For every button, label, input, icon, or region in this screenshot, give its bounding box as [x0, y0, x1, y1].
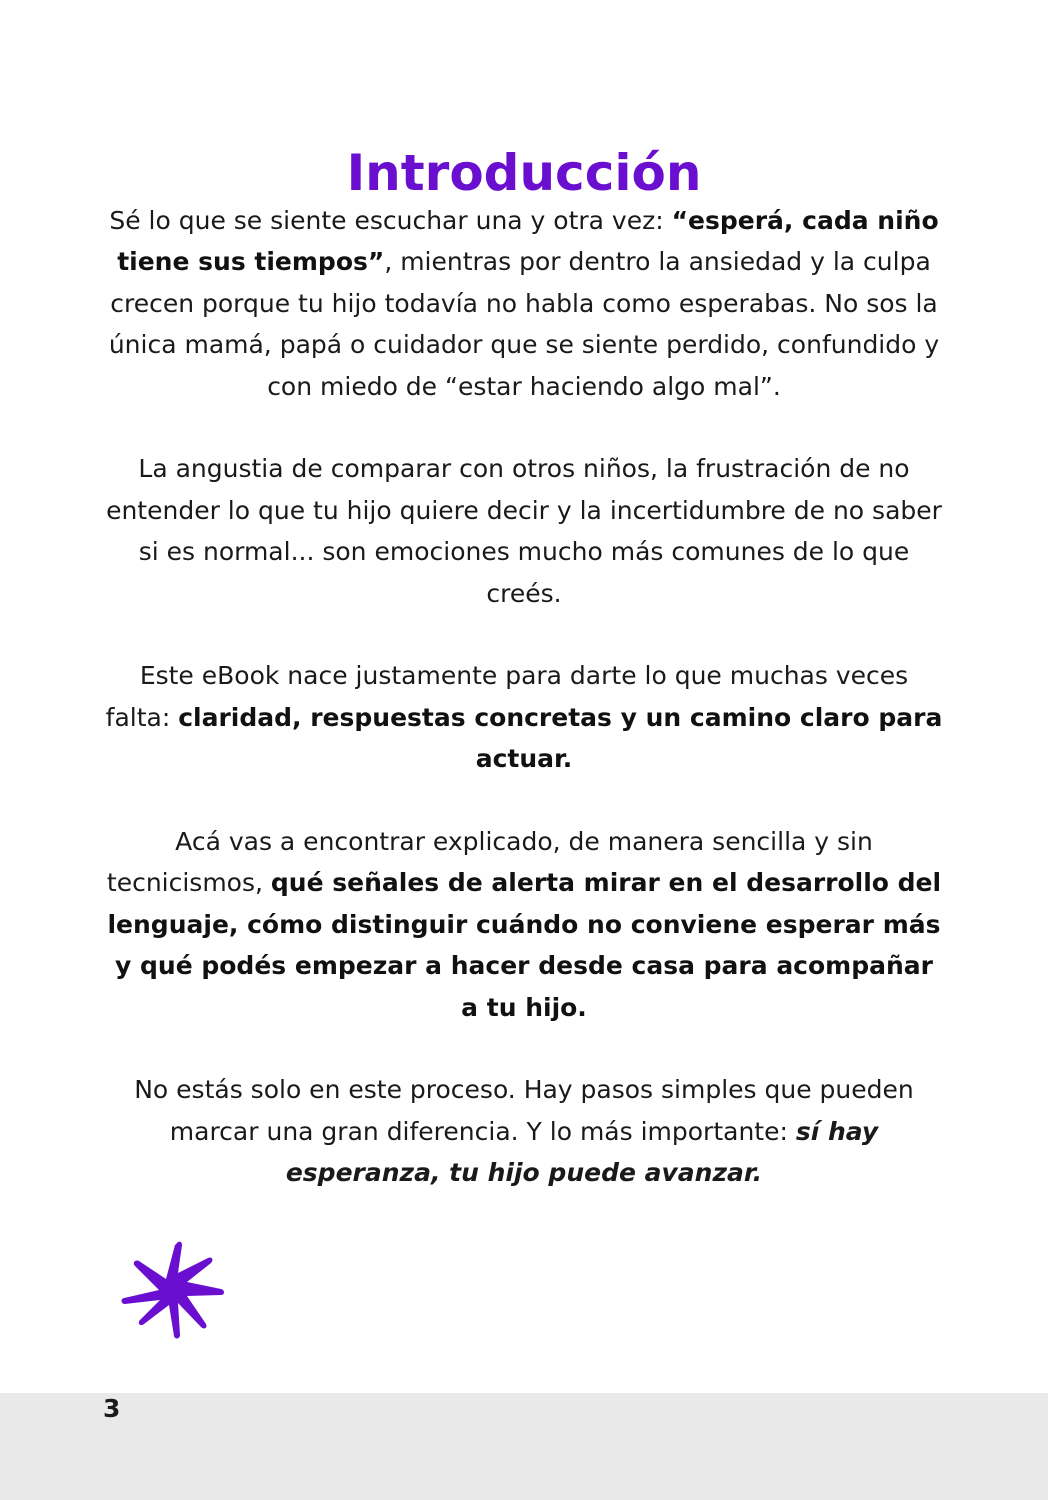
paragraph-5 — [104, 1069, 944, 1193]
paragraph-4-text: Acá vas a encontrar explicado, de manera sencilla y sin tecnicismos, — [106, 827, 873, 898]
paragraph-4 — [104, 821, 944, 1028]
paragraph-2 — [104, 448, 944, 614]
paragraph-1 — [104, 200, 944, 407]
page-body — [104, 200, 944, 1235]
paragraph-2-text: La angustia de comparar con otros niños, la frustración de no entender lo que tu hijo quiere decir y la incertidumbre de no saber si es normal... son emociones mucho más comunes de lo que creés. — [106, 454, 942, 608]
paragraph-1-text-continued: , mientras por dentro la ansiedad y la culpa crecen porque tu hijo todavía no habla como esperabas. No sos la única mamá, papá o cuidador que se siente perdido, confundido y con miedo de “estar haciendo algo mal”. — [108, 247, 940, 401]
paragraph-3 — [104, 655, 944, 779]
paragraph-1-emphasis: “esperá, cada niño tiene sus tiempos” — [117, 206, 939, 277]
paragraph-3-emphasis: claridad, respuestas concretas y un camino claro para actuar. — [178, 702, 943, 774]
paragraph-5-emphasis: sí hay esperanza, tu hijo puede avanzar. — [285, 1116, 879, 1188]
paragraph-1-text: Sé lo que se siente escuchar una y otra vez: — [109, 206, 672, 235]
paragraph-3-text: Este eBook nace justamente para darte lo que muchas veces falta: — [105, 661, 909, 732]
page-footer — [0, 1393, 1048, 1500]
paragraph-4-emphasis: qué señales de alerta mirar en el desarrollo del lenguaje, cómo distinguir cuándo no conviene esperar más y qué podés empezar a hacer desde casa para acompañar a tu hijo. — [107, 868, 942, 1022]
paragraph-5-text: No estás solo en este proceso. Hay pasos simples que pueden marcar una gran diferencia. Y lo más importante: — [134, 1075, 914, 1146]
page-number: 3 — [103, 1394, 121, 1423]
page-title: Introducción — [346, 143, 702, 202]
star-icon — [120, 1240, 226, 1340]
